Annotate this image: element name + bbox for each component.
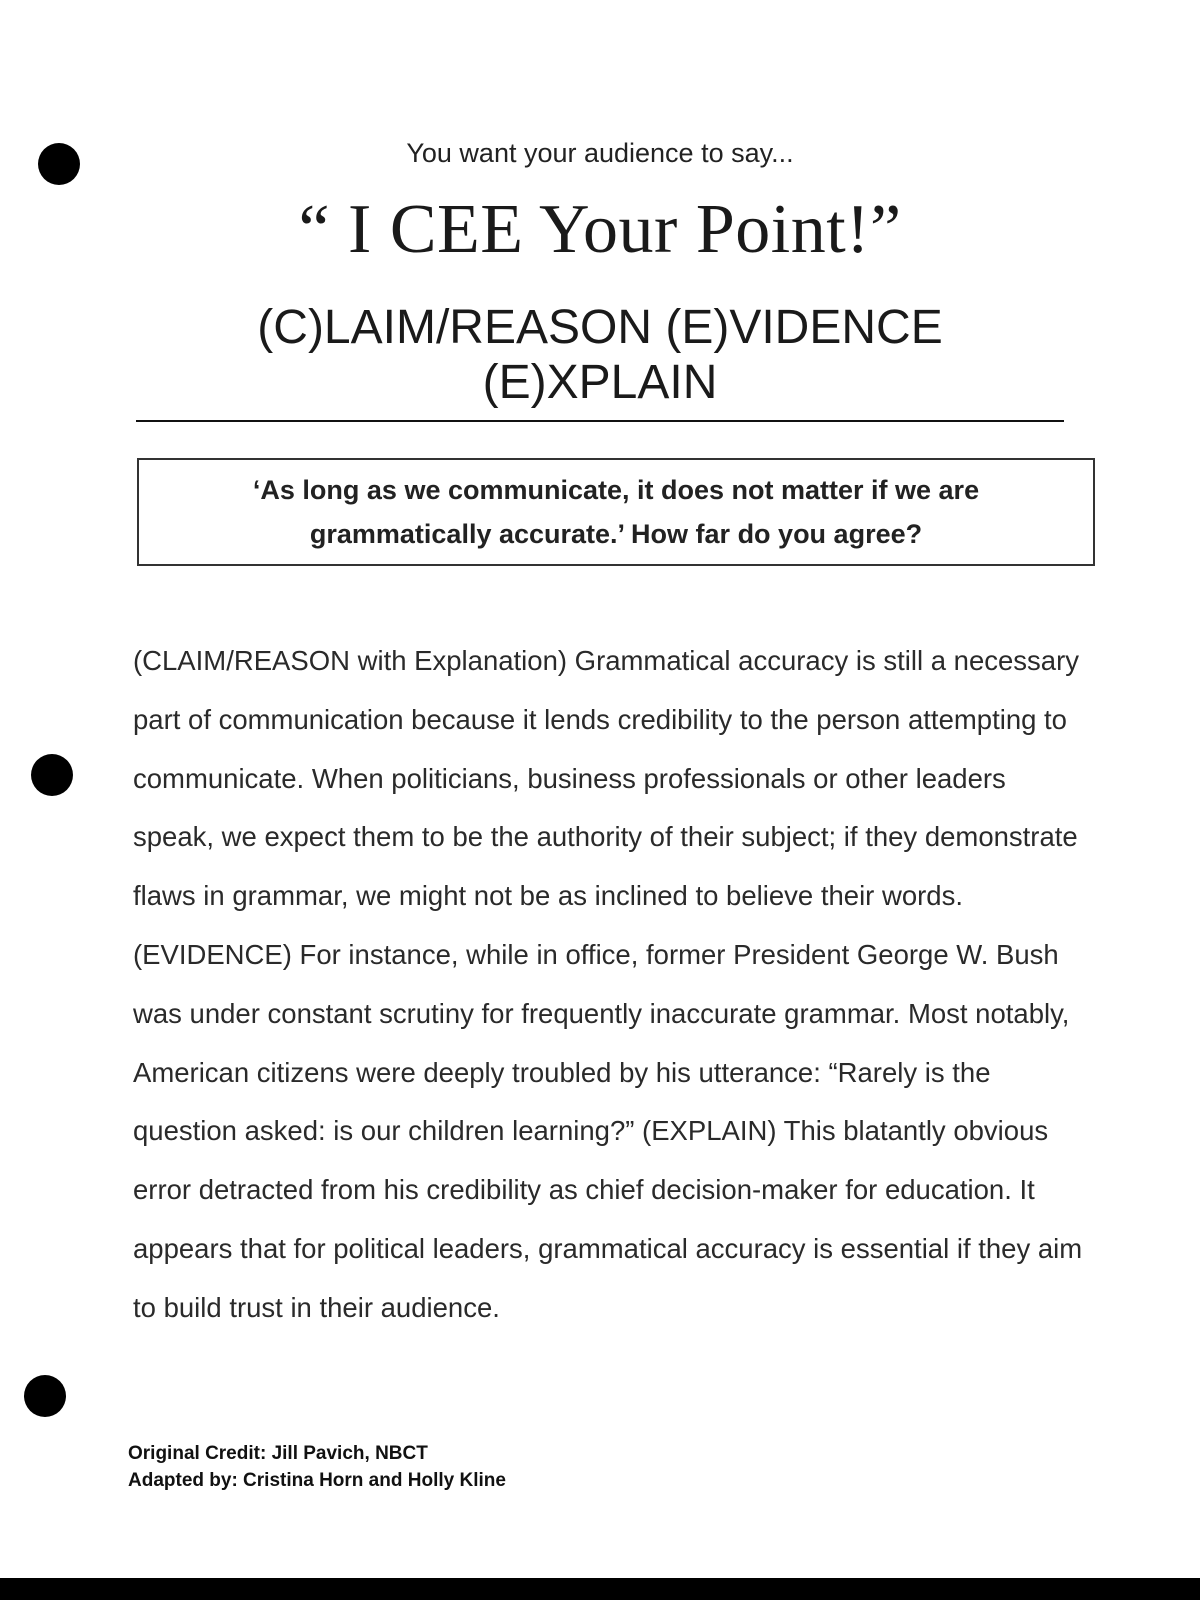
credits xyxy=(128,1440,506,1494)
body-paragraph: (CLAIM/REASON with Explanation) Grammatical accuracy is still a necessary part of communication because it lends credibility to the person attempting to communicate. When politicians, business professionals or other leaders speak, we expect them to be the authority of their subject; if they demonstrate flaws in grammar, we might not be as inclined to believe their words. (EVIDENCE) For instance, while in office, former President George W. Bush was under constant scrutiny for frequently inaccurate grammar. Most notably, American citizens were deeply troubled by his utterance: “Rarely is the question asked: is our children learning?” (EXPLAIN) This blatantly obvious error detracted from his credibility as chief decision-maker for education. It appears that for political leaders, grammatical accuracy is essential if they aim to build trust in their audience. xyxy=(133,645,1083,1323)
scan-bottom-edge xyxy=(0,1578,1200,1600)
acronym-heading: (C)LAIM/REASON (E)VIDENCE (E)XPLAIN xyxy=(136,300,1064,422)
page-title: “ I CEE Your Point!” xyxy=(298,191,902,268)
prompt-box xyxy=(137,458,1095,566)
original-credit: Original Credit: Jill Pavich, NBCT xyxy=(128,1443,428,1464)
intro-line: You want your audience to say... xyxy=(406,138,794,168)
prompt-text: ‘As long as we communicate, it does not matter if we are grammatically accurate.’ How far do you agree? xyxy=(252,475,980,549)
punch-hole-bottom xyxy=(24,1375,66,1417)
adapted-credit: Adapted by: Cristina Horn and Holly Kline xyxy=(128,1470,506,1491)
punch-hole-middle xyxy=(31,754,73,796)
